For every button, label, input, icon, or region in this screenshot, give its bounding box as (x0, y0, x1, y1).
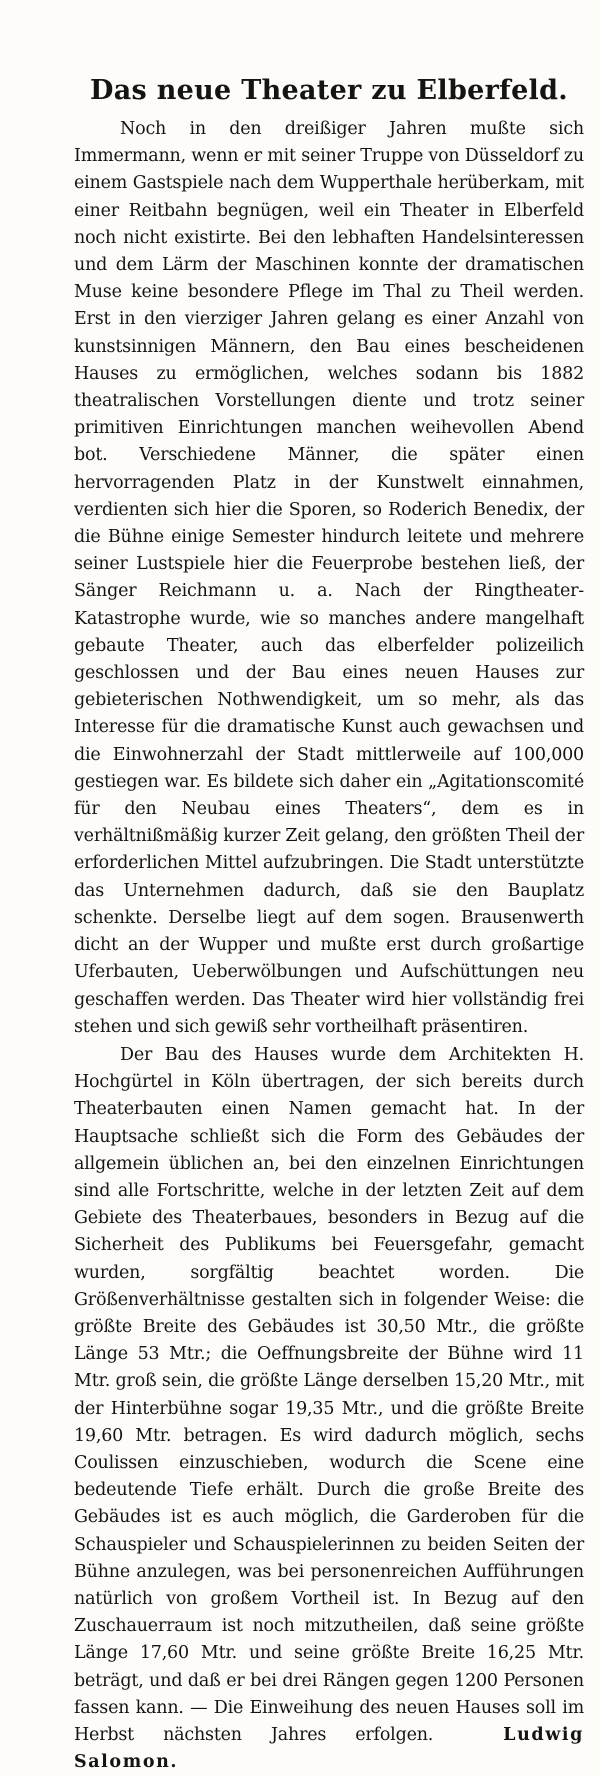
article-paragraph-1: Noch in den dreißiger Jahren mußte sich Immermann, wenn er mit seiner Truppe von Düsseldorf zu einem Gastspiele nach dem Wupperthale herüberkam, mit einer Reitbahn begnügen, weil ein Theater in Elberfeld noch nicht existirte. Bei den lebhaften Handelsinteressen und dem Lärm der Maschinen konnte der dramatischen Muse keine besondere Pflege im Thal zu Theil werden. Erst in den vierziger Jahren gelang es einer Anzahl von kunstsinnigen Männern, den Bau eines bescheidenen Hauses zu ermöglichen, welches sodann bis 1882 theatralischen Vorstellungen diente und trotz seiner primitiven Einrichtungen manchen weihevollen Abend bot. Verschiedene Männer, die später einen hervorragenden Platz in der Kunstwelt einnahmen, verdienten sich hier die Sporen, so Roderich Benedix, der die Bühne einige Semester hindurch leitete und mehrere seiner Lustspiele hier die Feuerprobe bestehen ließ, der Sänger Reichmann u. a. Nach der Ringtheater-Katastrophe wurde, wie so manches andere mangelhaft gebaute Theater, auch das elberfelder polizeilich geschlossen und der Bau eines neuen Hauses zur gebieterischen Nothwendigkeit, um so mehr, als das Interesse für die dramatische Kunst auch gewachsen und die Einwohnerzahl der Stadt mittlerweile auf 100,000 gestiegen war. Es bildete sich daher ein „Agitationscomité für den Neubau eines Theaters“, dem es in verhältnißmäßig kurzer Zeit gelang, den größten Theil der erforderlichen Mittel aufzubringen. Die Stadt unterstützte das Unternehmen dadurch, daß sie den Bauplatz schenkte. Derselbe liegt auf dem sogen. Brausenwerth dicht an der Wupper und mußte erst durch großartige Uferbauten, Ueberwölbungen und Aufschüttungen neu geschaffen werden. Das Theater wird hier vollständig frei stehen und sich gewiß sehr vortheilhaft präsentiren. (74, 119, 584, 1037)
author-signature: Ludwig Salomon. (74, 1724, 584, 1773)
article-paragraph-2-text: Der Bau des Hauses wurde dem Architekten H. Hochgürtel in Köln übertragen, der sich bereits durch Theaterbauten einen Namen gemacht hat. In der Hauptsache schließt sich die Form des Gebäudes der allgemein üblichen an, bei den einzelnen Einrichtungen sind alle Fortschritte, welche in der letzten Zeit auf dem Gebiete des Theaterbaues, besonders in Bezug auf die Sicherheit des Publikums bei Feuersgefahr, gemacht wurden, sorgfältig beachtet worden. Die Größenverhältnisse gestalten sich in folgender Weise: die größte Breite des Gebäudes ist 30,50 Mtr., die größte Länge 53 Mtr.; die Oeffnungsbreite der Bühne wird 11 Mtr. groß sein, die größte Länge derselben 15,20 Mtr., mit der Hinterbühne sogar 19,35 Mtr., und die größte Breite 19,60 Mtr. betragen. Es wird dadurch möglich, sechs Coulissen einzuschieben, wodurch die Scene eine bedeutende Tiefe erhält. Durch die große Breite des Gebäudes ist es auch möglich, die Garderoben für die Schauspieler und Schauspielerinnen zu beiden Seiten der Bühne anzulegen, was bei personenreichen Aufführungen natürlich von großem Vortheil ist. In Bezug auf den Zuschauerraum ist noch mitzutheilen, daß seine größte Länge 17,60 Mtr. und seine größte Breite 16,25 Mtr. beträgt, und daß er bei drei Rängen gegen 1200 Personen fassen kann. — Die Einweihung des neuen Hauses soll im Herbst nächsten Jahres erfolgen. (74, 1044, 584, 1745)
article-paragraph-2 (74, 1042, 584, 1776)
article-title: Das neue Theater zu Elberfeld. (89, 75, 568, 106)
